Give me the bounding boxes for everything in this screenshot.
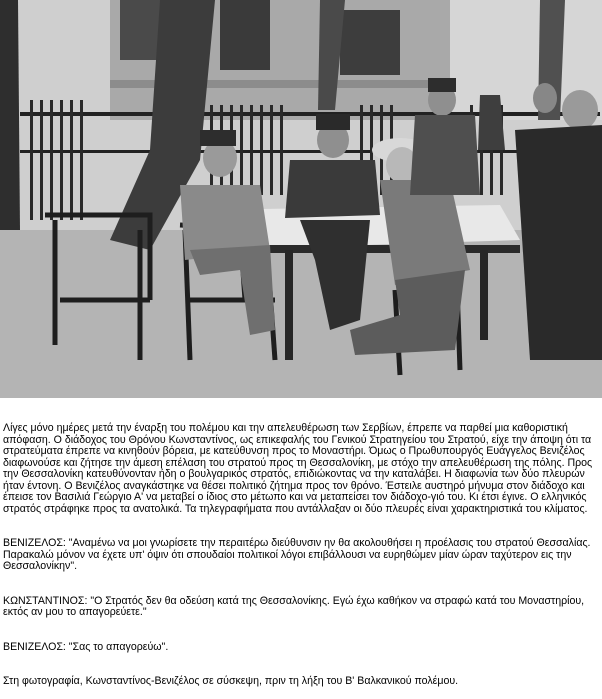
ground (0, 230, 602, 398)
caption (3, 400, 601, 699)
caption-venizelos-telegram: ΒΕΝΙΖΕΛΟΣ: "Αναμένω να μοι γνωρίσετε την περαιτέρω διεύθυνσιν ην θα ακολουθήσει η προέλασις του στρατού Θεσσαλίας. Παρακαλώ μόνον να έχετε υπ' όψιν ότι σπουδαίοι πολιτικοί λόγοι επιβάλλουσι να ευρηθώμεν μίαν ώραν ταχύτερον εις την Θεσσαλονίκην". (3, 537, 594, 572)
caption-venizelos-reply: ΒΕΝΙΖΕΛΟΣ: "Σας το απαγορεύω". (3, 640, 169, 653)
caption-konstantinos-telegram: ΚΩΝΣΤΑΝΤΙΝΟΣ: "Ο Στρατός δεν θα οδεύση κατά της Θεσσαλονίκης. Εγώ έχω καθήκον να στραφώ κατά του Μοναστηρίου, εκτός αν μου το απαγορεύετε." (3, 594, 588, 618)
caption-intro-paragraph: Λίγες μόνο ημέρες μετά την έναρξη του πολέμου και την απελευθέρωση των Σερβίων, έπρεπε να παρθεί μια καθοριστική απόφαση. Ο διάδοχος του Θρόνου Κωνσταντίνος, ως επικεφαλής του Γενικού Στρατηγείου του Στρατού, είχε την άποψη ότι τα στρατεύματα έπρεπε να κινηθούν βόρεια, με κατεύθυνση προς το Μοναστήρι. Όμως ο Πρωθυπουργός Ευάγγελος Βενιζέλος διαφωνούσε και ζήτησε την άμεση επέλαση του στρατού προς τη Θεσσαλονίκη, με στόχο την απελευθέρωση της πόλης. Προς την Θεσσαλονίκη κατευθύνονταν ήδη ο βουλγαρικός στρατός, επιδιώκοντας να την καταλάβει. Η διαφωνία των δύο πλευρών ήταν έντονη. Ο Βενιζέλος αναγκάστηκε να θέσει πολιτικό ζήτημα προς τον θρόνο. Έστειλε αυστηρό μήνυμα στον διάδοχο και έπεισε τον Βασιλιά Γεώργιο Α' να μεταβεί ο ίδιος στο μέτωπο και να μεταπείσει τον διάδοχο-γιό του. Κι έτσι έγινε. Ο ελληνικός στρατός στράφηκε προς τα ανατολικά. Τα τηλεγραφήματα που αντάλλαξαν οι δύο πλευρές είναι χαρακτηριστικά του κλίματος. (3, 422, 596, 515)
caption-photo-note: Στη φωτογραφία, Κωνσταντίνος-Βενιζέλος σε σύσκεψη, πριν τη λήξη του Β' Βαλκανικού πολέμου. (3, 675, 459, 687)
